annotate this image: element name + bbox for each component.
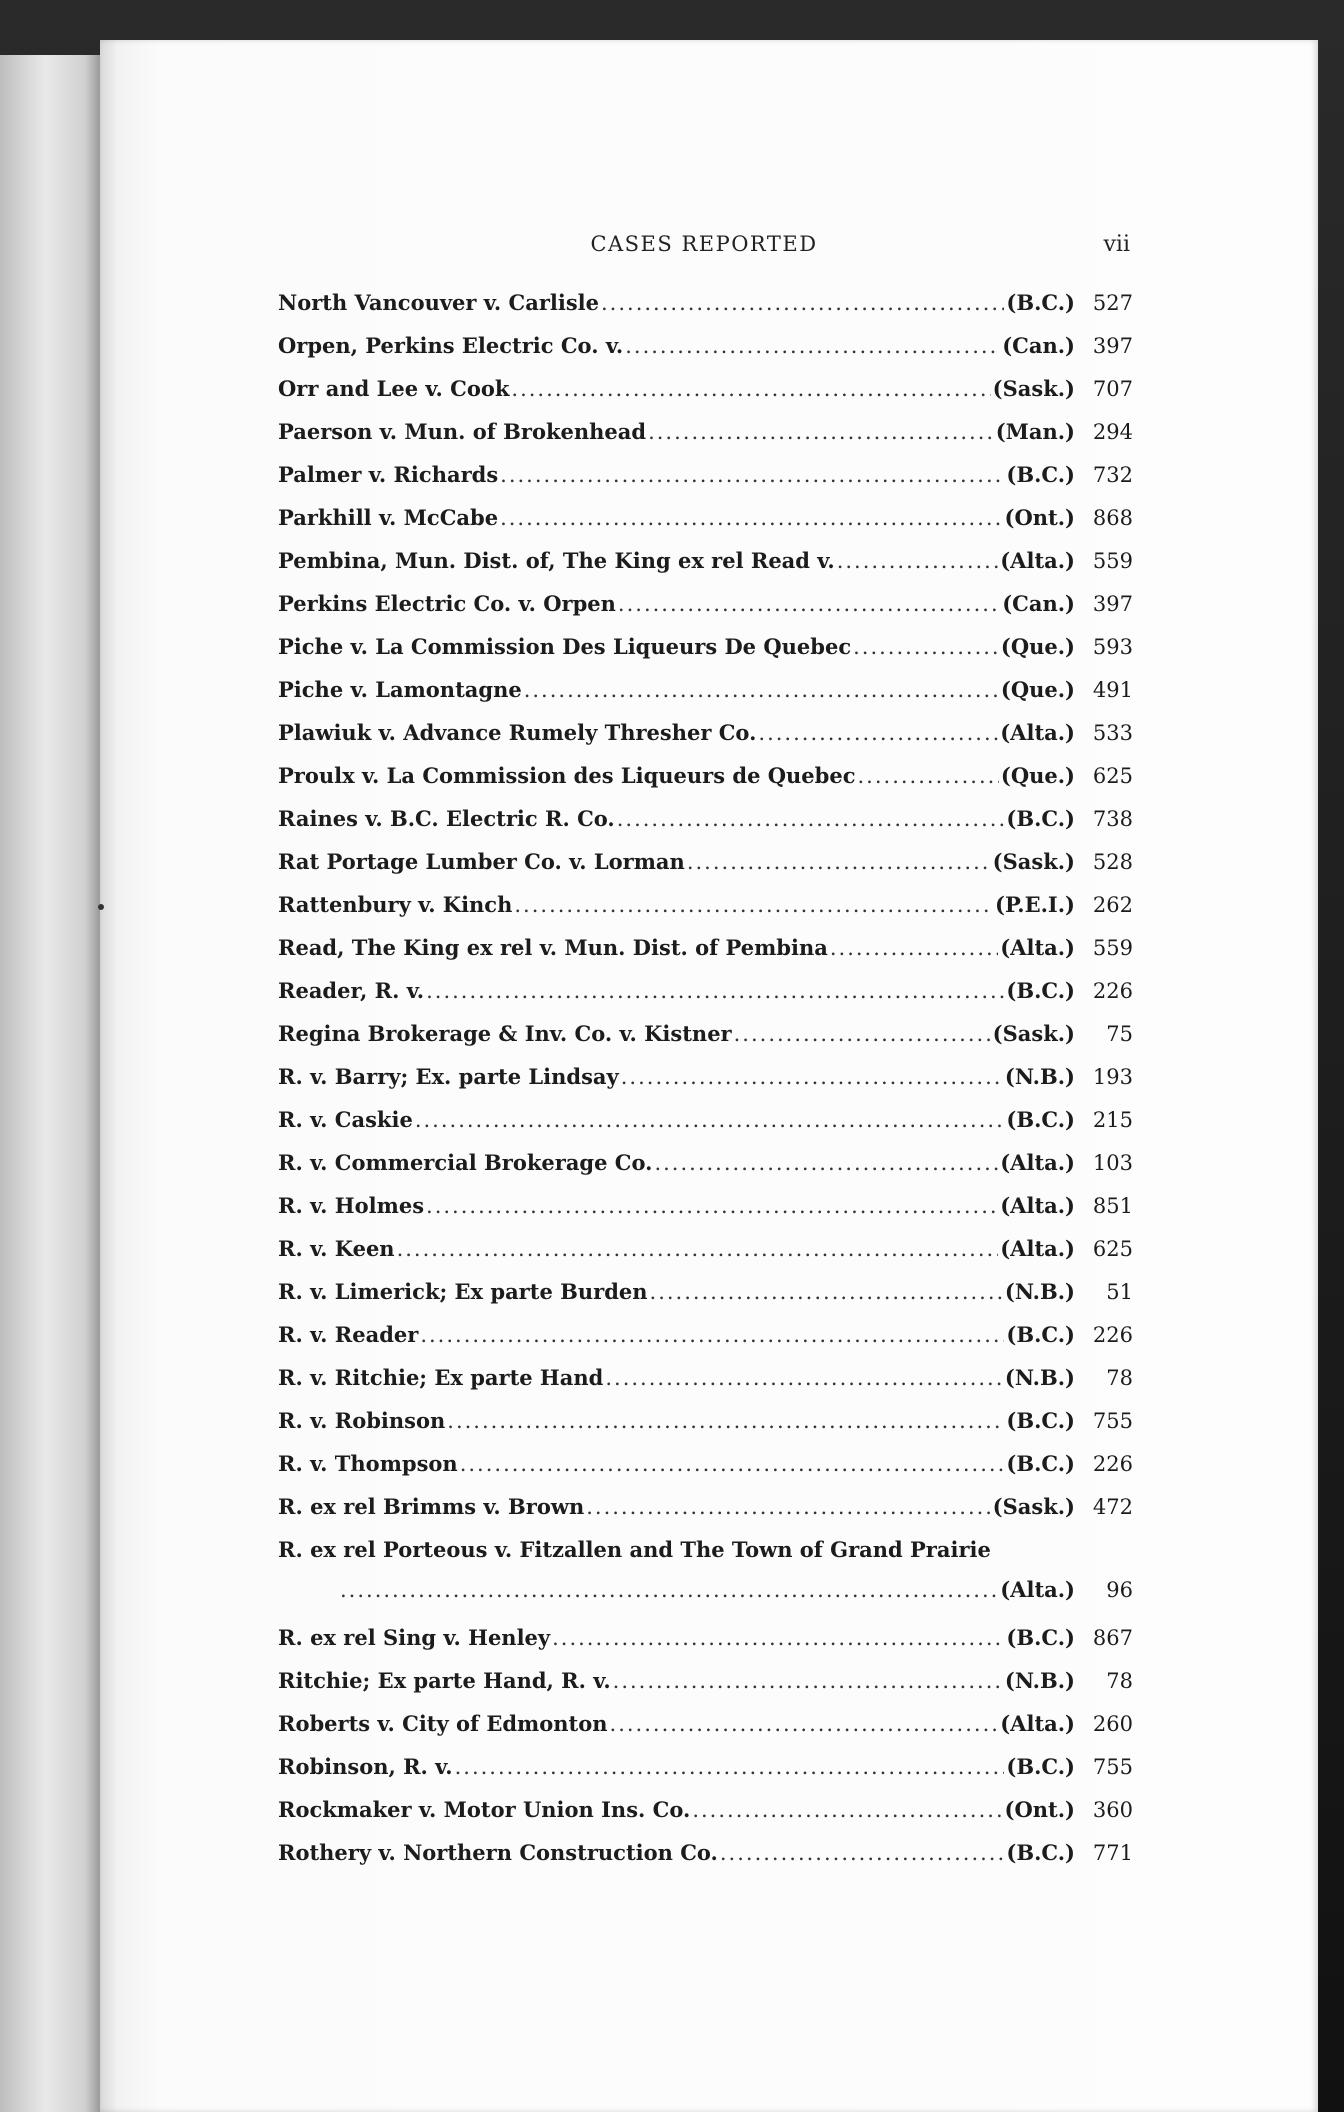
page-number: 851 xyxy=(1092,1194,1133,1218)
court-abbrev: (B.C.) xyxy=(1006,1408,1075,1433)
case-name: R. v. Holmes xyxy=(278,1193,425,1218)
court-abbrev: (B.C.) xyxy=(1006,1840,1075,1865)
case-entry xyxy=(278,978,1133,1021)
dot-leader xyxy=(618,592,1000,616)
case-name: R. v. Reader xyxy=(278,1322,419,1347)
case-name: Ritchie; Ex parte Hand, R. v. xyxy=(278,1668,611,1693)
court-abbrev: (B.C.) xyxy=(1006,1322,1075,1347)
page-number: 96 xyxy=(1106,1578,1133,1602)
page-number: 103 xyxy=(1092,1151,1133,1175)
case-name: Plawiuk v. Advance Rumely Thresher Co. xyxy=(278,720,757,745)
page-number: 533 xyxy=(1092,721,1133,745)
case-name: Roberts v. City of Edmonton xyxy=(278,1711,608,1736)
case-entry xyxy=(278,1625,1133,1668)
wrapped-continuation xyxy=(278,1577,1133,1621)
dot-leader xyxy=(687,850,991,874)
page-number: 78 xyxy=(1106,1366,1133,1390)
case-name: R. v. Caskie xyxy=(278,1107,413,1132)
court-abbrev: (Alta.) xyxy=(1000,1193,1075,1218)
case-name: Rat Portage Lumber Co. v. Lorman xyxy=(278,849,685,874)
case-entry xyxy=(278,1107,1133,1150)
page-number: 491 xyxy=(1092,678,1133,702)
page-number: 707 xyxy=(1092,377,1133,401)
dot-leader xyxy=(654,1151,998,1175)
case-name: Rattenbury v. Kinch xyxy=(278,892,513,917)
page-number: 51 xyxy=(1106,1280,1133,1304)
case-entry xyxy=(278,935,1133,978)
court-abbrev: (Ont.) xyxy=(1004,505,1075,530)
court-abbrev: (N.B.) xyxy=(1004,1668,1075,1693)
page-number: 755 xyxy=(1092,1755,1133,1779)
dot-leader xyxy=(340,1578,998,1602)
dot-leader xyxy=(447,1409,1004,1433)
cases-reported-list xyxy=(278,290,1133,1883)
court-abbrev: (Sask.) xyxy=(992,1021,1075,1046)
dot-leader xyxy=(500,506,1002,530)
case-name: R. ex rel Sing v. Henley xyxy=(278,1625,551,1650)
page-number: 397 xyxy=(1092,592,1133,616)
case-entry xyxy=(278,1408,1133,1451)
page-number: 755 xyxy=(1092,1409,1133,1433)
case-entry xyxy=(278,1236,1133,1279)
court-abbrev: (Alta.) xyxy=(1000,1711,1075,1736)
court-abbrev: (Alta.) xyxy=(1000,935,1075,960)
dot-leader xyxy=(692,1798,1002,1822)
page-number: 226 xyxy=(1092,979,1133,1003)
case-entry xyxy=(278,1064,1133,1107)
dot-leader xyxy=(455,1755,1005,1779)
dot-leader xyxy=(830,936,998,960)
case-entry xyxy=(278,1365,1133,1408)
dot-leader xyxy=(625,334,1000,358)
dot-leader xyxy=(720,1841,1005,1865)
running-head: CASES REPORTED xyxy=(590,232,818,256)
case-entry xyxy=(278,677,1133,720)
case-entry xyxy=(278,1279,1133,1322)
case-name: R. v. Robinson xyxy=(278,1408,446,1433)
court-abbrev: (N.B.) xyxy=(1004,1365,1075,1390)
court-abbrev: (N.B.) xyxy=(1004,1279,1075,1304)
court-abbrev: (P.E.I.) xyxy=(995,892,1075,917)
court-abbrev: (B.C.) xyxy=(1006,1451,1075,1476)
page-number: 226 xyxy=(1092,1323,1133,1347)
case-name: Robinson, R. v. xyxy=(278,1754,453,1779)
dot-leader xyxy=(650,1280,1003,1304)
court-abbrev: (Alta.) xyxy=(1000,1150,1075,1175)
case-entry xyxy=(278,548,1133,591)
case-entry xyxy=(278,892,1133,935)
court-abbrev: (Sask.) xyxy=(992,376,1075,401)
case-name: North Vancouver v. Carlisle xyxy=(278,290,599,315)
page-number: 528 xyxy=(1092,850,1133,874)
court-abbrev: (Alta.) xyxy=(1000,720,1075,745)
page-number: 215 xyxy=(1092,1108,1133,1132)
dot-leader xyxy=(758,721,998,745)
dot-leader xyxy=(552,1626,1004,1650)
court-abbrev: (Que.) xyxy=(1000,677,1075,702)
case-name: Raines v. B.C. Electric R. Co. xyxy=(278,806,615,831)
dot-leader xyxy=(853,635,999,659)
page-number: 262 xyxy=(1092,893,1133,917)
court-abbrev: (B.C.) xyxy=(1006,1107,1075,1132)
case-name: Orr and Lee v. Cook xyxy=(278,376,510,401)
case-name: R. v. Thompson xyxy=(278,1451,458,1476)
case-entry xyxy=(278,1150,1133,1193)
page-number: 260 xyxy=(1092,1712,1133,1736)
case-entry xyxy=(278,634,1133,677)
case-entry xyxy=(278,806,1133,849)
dot-leader xyxy=(601,291,1004,315)
dot-leader xyxy=(426,979,1004,1003)
case-name: R. ex rel Brimms v. Brown xyxy=(278,1494,585,1519)
dot-leader xyxy=(837,549,999,573)
page-folio: vii xyxy=(1103,232,1130,257)
page-number: 472 xyxy=(1092,1495,1133,1519)
case-entry xyxy=(278,376,1133,419)
page-number: 593 xyxy=(1092,635,1133,659)
page-number: 559 xyxy=(1092,549,1133,573)
dot-leader xyxy=(858,764,999,788)
dot-leader xyxy=(500,463,1004,487)
dot-leader xyxy=(621,1065,1003,1089)
court-abbrev: (Alta.) xyxy=(1000,1577,1075,1602)
court-abbrev: (B.C.) xyxy=(1006,462,1075,487)
case-entry xyxy=(278,1754,1133,1797)
page-number: 738 xyxy=(1092,807,1133,831)
case-entry xyxy=(278,1494,1133,1537)
court-abbrev: (Sask.) xyxy=(992,849,1075,874)
page-number: 294 xyxy=(1092,420,1133,444)
page-number: 527 xyxy=(1092,291,1133,315)
case-name: R. ex rel Porteous v. Fitzallen and The Town of Grand Prairie xyxy=(278,1537,991,1562)
court-abbrev: (Sask.) xyxy=(992,1494,1075,1519)
dot-leader xyxy=(605,1366,1003,1390)
court-abbrev: (B.C.) xyxy=(1006,806,1075,831)
case-entry xyxy=(278,1193,1133,1236)
case-entry xyxy=(278,419,1133,462)
case-name: Proulx v. La Commission des Liqueurs de Quebec xyxy=(278,763,856,788)
court-abbrev: (Alta.) xyxy=(1000,1236,1075,1261)
case-name: Perkins Electric Co. v. Orpen xyxy=(278,591,616,616)
court-abbrev: (Can.) xyxy=(1002,591,1075,616)
court-abbrev: (Can.) xyxy=(1002,333,1075,358)
page-number: 360 xyxy=(1092,1798,1133,1822)
court-abbrev: (Man.) xyxy=(995,419,1075,444)
court-abbrev: (Ont.) xyxy=(1004,1797,1075,1822)
page-number: 625 xyxy=(1092,764,1133,788)
case-name: Read, The King ex rel v. Mun. Dist. of Pembina xyxy=(278,935,828,960)
case-name: Orpen, Perkins Electric Co. v. xyxy=(278,333,624,358)
dot-leader xyxy=(426,1194,998,1218)
case-name: Pembina, Mun. Dist. of, The King ex rel Read v. xyxy=(278,548,835,573)
court-abbrev: (Alta.) xyxy=(1000,548,1075,573)
case-name: R. v. Barry; Ex. parte Lindsay xyxy=(278,1064,619,1089)
case-name: R. v. Keen xyxy=(278,1236,395,1261)
case-entry xyxy=(278,1668,1133,1711)
dot-leader xyxy=(511,377,990,401)
dot-leader xyxy=(460,1452,1005,1476)
case-name: Reader, R. v. xyxy=(278,978,425,1003)
case-name: R. v. Commercial Brokerage Co. xyxy=(278,1150,653,1175)
court-abbrev: (B.C.) xyxy=(1006,1625,1075,1650)
court-abbrev: (B.C.) xyxy=(1006,978,1075,1003)
dot-leader xyxy=(415,1108,1005,1132)
page-number: 226 xyxy=(1092,1452,1133,1476)
case-entry-wrapped xyxy=(278,1537,1133,1625)
case-name: R. v. Ritchie; Ex parte Hand xyxy=(278,1365,604,1390)
case-name: Piche v. Lamontagne xyxy=(278,677,522,702)
case-entry xyxy=(278,1711,1133,1754)
case-entry xyxy=(278,1451,1133,1494)
case-name: Palmer v. Richards xyxy=(278,462,499,487)
page-number: 868 xyxy=(1092,506,1133,530)
court-abbrev: (Que.) xyxy=(1000,763,1075,788)
case-entry xyxy=(278,505,1133,548)
page-number: 732 xyxy=(1092,463,1133,487)
page-number: 771 xyxy=(1092,1841,1133,1865)
page-number: 78 xyxy=(1106,1669,1133,1693)
case-name: Rothery v. Northern Construction Co. xyxy=(278,1840,718,1865)
case-entry xyxy=(278,1021,1133,1064)
page-number: 397 xyxy=(1092,334,1133,358)
case-name: Piche v. La Commission Des Liqueurs De Quebec xyxy=(278,634,852,659)
case-name: Regina Brokerage & Inv. Co. v. Kistner xyxy=(278,1021,732,1046)
case-entry xyxy=(278,720,1133,763)
dot-leader xyxy=(613,1669,1003,1693)
case-name: Rockmaker v. Motor Union Ins. Co. xyxy=(278,1797,691,1822)
court-abbrev: (B.C.) xyxy=(1006,290,1075,315)
case-entry xyxy=(278,333,1133,376)
page-number: 559 xyxy=(1092,936,1133,960)
page-number: 193 xyxy=(1092,1065,1133,1089)
dot-leader xyxy=(648,420,994,444)
page-number: 75 xyxy=(1106,1022,1133,1046)
dot-leader xyxy=(524,678,999,702)
case-entry xyxy=(278,290,1133,333)
court-abbrev: (B.C.) xyxy=(1006,1754,1075,1779)
dot-leader xyxy=(514,893,993,917)
facing-page-edge xyxy=(0,55,100,2112)
case-entry xyxy=(278,763,1133,806)
dot-leader xyxy=(617,807,1005,831)
dot-leader xyxy=(586,1495,990,1519)
dot-leader xyxy=(610,1712,999,1736)
case-entry xyxy=(278,1797,1133,1840)
page-number: 625 xyxy=(1092,1237,1133,1261)
case-name: Parkhill v. McCabe xyxy=(278,505,499,530)
page-header xyxy=(278,232,1130,268)
dot-leader xyxy=(420,1323,1004,1347)
case-entry xyxy=(278,1322,1133,1365)
case-entry xyxy=(278,462,1133,505)
page-number: 867 xyxy=(1092,1626,1133,1650)
case-entry xyxy=(278,591,1133,634)
case-name: R. v. Limerick; Ex parte Burden xyxy=(278,1279,648,1304)
case-entry xyxy=(278,1840,1133,1883)
case-entry xyxy=(278,849,1133,892)
dot-leader xyxy=(734,1022,991,1046)
dot-leader xyxy=(397,1237,999,1261)
margin-speck xyxy=(98,904,104,910)
court-abbrev: (N.B.) xyxy=(1004,1064,1075,1089)
case-name: Paerson v. Mun. of Brokenhead xyxy=(278,419,647,444)
court-abbrev: (Que.) xyxy=(1000,634,1075,659)
